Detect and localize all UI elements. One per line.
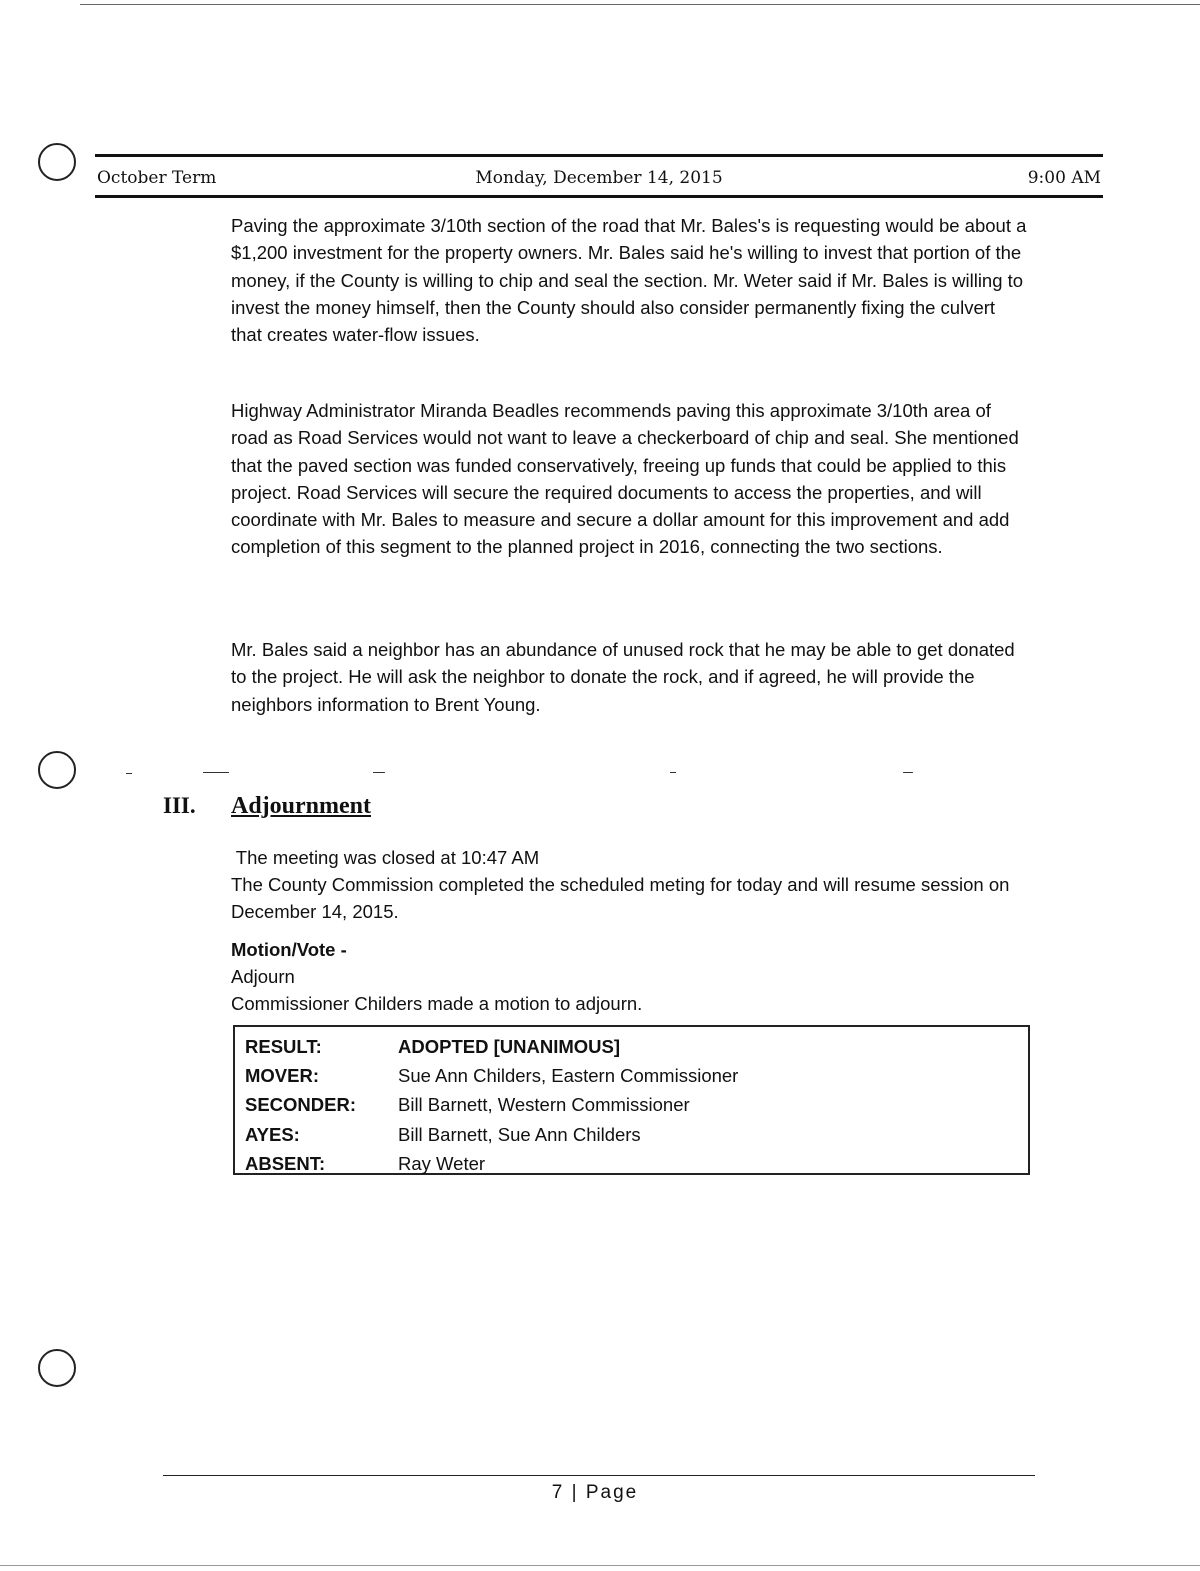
vote-value: Sue Ann Childers, Eastern Commissioner: [398, 1064, 739, 1086]
vote-label: SECONDER:: [245, 1094, 357, 1116]
header-date: Monday, December 14, 2015: [475, 168, 723, 188]
vote-value: Ray Weter: [398, 1152, 486, 1174]
footer-rule: [163, 1475, 1035, 1476]
section-title: Adjournment: [231, 793, 372, 819]
vote-label: MOVER:: [245, 1064, 319, 1086]
vote-row-absent: [245, 1149, 1028, 1178]
vote-label: RESULT:: [245, 1035, 322, 1057]
vote-value: ADOPTED [UNANIMOUS]: [398, 1035, 620, 1057]
scan-top-rule: [80, 4, 1200, 5]
vote-value: Bill Barnett, Western Commissioner: [398, 1094, 690, 1116]
motion-text: Commissioner Childers made a motion to adjourn.: [231, 993, 643, 1014]
punch-hole-icon: [38, 1349, 76, 1387]
scan-mark: [126, 773, 132, 774]
vote-result-table: [233, 1025, 1030, 1175]
session-resume-line: The County Commission completed the scheduled meting for today and will resume session on December 14, 2015.: [231, 874, 1010, 923]
header-top-rule: [95, 154, 1103, 157]
scan-mark: [670, 772, 676, 773]
header-term: October Term: [97, 168, 217, 188]
scan-mark: [903, 772, 913, 773]
vote-row-ayes: [245, 1120, 1028, 1149]
paragraph-paving-cost: Paving the approximate 3/10th section of the road that Mr. Bales's is requesting would be about a $1,200 investment for the property owners. Mr. Bales said he's willing to invest that portion of the money, if the County is willing to chip and seal the section. Mr. Weter said if Mr. Bales is willing to invest the money himself, then the County should also consider permanently fixing the culvert that creates water-flow issues.: [231, 215, 1027, 346]
meeting-closed-line: The meeting was closed at 10:47 AM: [231, 847, 540, 868]
header-bottom-rule: [95, 195, 1103, 198]
paragraph-rock-donation: Mr. Bales said a neighbor has an abundance of unused rock that he may be able to get donated to the project. He will ask the neighbor to donate the rock, and if agreed, he will provide the neighbors information to Brent Young.: [231, 639, 1015, 715]
section-number: III.: [163, 793, 196, 818]
motion-heading: Motion/Vote -: [231, 939, 347, 960]
scan-mark: [373, 772, 385, 773]
paragraph-highway-recommendation: Highway Administrator Miranda Beadles recommends paving this approximate 3/10th area of road as Road Services would not want to leave a checkerboard of chip and seal. She mentioned that the paved section was funded conservatively, freeing up funds that could be applied to this project. Road Services will secure the required documents to access the properties, and will coordinate with Mr. Bales to measure and secure a dollar amount for this improvement and add completion of this segment to the planned project in 2016, connecting the two sections.: [231, 400, 1019, 558]
vote-row-result: [245, 1032, 1028, 1061]
vote-label: AYES:: [245, 1123, 300, 1145]
punch-hole-icon: [38, 751, 76, 789]
scan-bottom-rule: [0, 1565, 1200, 1566]
motion-name: Adjourn: [231, 966, 295, 987]
scan-mark: [203, 772, 229, 773]
page-header: [97, 165, 1101, 191]
vote-label: ABSENT:: [245, 1152, 326, 1174]
header-time: 9:00 AM: [1027, 168, 1101, 188]
vote-value: Bill Barnett, Sue Ann Childers: [398, 1123, 641, 1145]
vote-row-seconder: [245, 1091, 1028, 1120]
vote-row-mover: [245, 1061, 1028, 1090]
page-number: 7 | Page: [551, 1482, 639, 1503]
punch-hole-icon: [38, 143, 76, 181]
